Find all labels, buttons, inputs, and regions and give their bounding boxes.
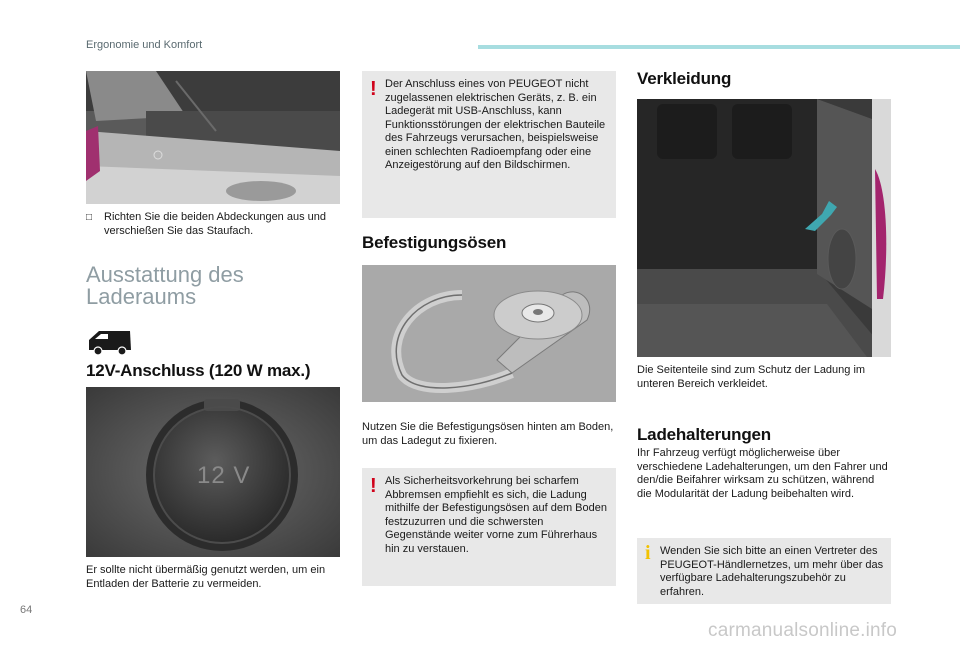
exclamation-icon: ! bbox=[370, 475, 377, 497]
subheading-12v: 12V-Anschluss (120 W max.) bbox=[86, 361, 311, 380]
exclamation-icon: ! bbox=[370, 78, 377, 100]
col3-body: Ihr Fahrzeug verfügt möglicherweise über verschiedene Ladehalterungen, um den Fahrer und den/die Beifahrer wirksam zu schützen, während die Modularität der Ladung beibehalten wird. bbox=[637, 447, 888, 500]
section-heading-line1: Ausstattung des bbox=[86, 262, 244, 287]
info-text: Wenden Sie sich bitte an einen Vertreter des PEUGEOT-Händlernetzes, um mehr über das verfügbare Ladehalterungszubehör zu erfahren. bbox=[660, 545, 884, 598]
info-note bbox=[637, 538, 891, 604]
info-icon: i bbox=[645, 542, 651, 564]
warning-note-1 bbox=[362, 71, 616, 218]
page-number: 64 bbox=[20, 604, 33, 616]
heading-verkleidung: Verkleidung bbox=[637, 69, 732, 88]
section-heading-line2: Laderaums bbox=[86, 284, 197, 309]
col2-body: Nutzen Sie die Befestigungsösen hinten am Boden, um das Ladegut zu fixieren. bbox=[362, 421, 614, 447]
socket-label: 12 V bbox=[197, 462, 251, 489]
socket-photo bbox=[86, 387, 340, 557]
col1-body: Er sollte nicht übermäßig genutzt werden, um ein Entladen der Batterie zu vermeiden. bbox=[86, 564, 326, 590]
warning-note-2 bbox=[362, 468, 616, 586]
section-heading bbox=[86, 264, 244, 308]
tie-down-ring-photo bbox=[362, 265, 616, 402]
storage-compartment-photo bbox=[86, 71, 340, 204]
col3-caption: Die Seitenteile sind zum Schutz der Ladung im unteren Bereich verkleidet. bbox=[637, 364, 866, 390]
section-title: Ergonomie und Komfort bbox=[86, 39, 203, 51]
header-bar bbox=[478, 45, 960, 49]
van-icon bbox=[86, 326, 134, 356]
cargo-lining-photo bbox=[637, 99, 891, 357]
warning-2-text: Als Sicherheitsvorkehrung bei scharfem Abbremsen empfiehlt es sich, die Ladung mithilfe der Befestigungsösen auf dem Boden festzuzurren und die schwersten Gegenstände weiter vorne zum Führerhaus hin zu verstauen. bbox=[385, 475, 607, 555]
warning-1-text: Der Anschluss eines von PEUGEOT nicht zugelassenen elektrischen Geräts, z. B. ein Ladegerät mit USB-Anschluss, kann Funktionsstörungen der elektrischen Bauteile des Fahrzeugs verursachen, beispielsweise einen schlechten Radioempfang oder eine Anzeigestörung auf den Bildschirmen. bbox=[385, 78, 606, 171]
watermark: carmanualsonline.info bbox=[708, 620, 898, 641]
heading-ladehalterungen: Ladehalterungen bbox=[637, 425, 771, 444]
bullet-item bbox=[86, 211, 340, 238]
checkbox-bullet-icon: □ bbox=[86, 212, 93, 223]
heading-befestigungsoesen: Befestigungsösen bbox=[362, 233, 507, 252]
bullet-text: Richten Sie die beiden Abdeckungen aus und verschießen Sie das Staufach. bbox=[104, 211, 327, 237]
